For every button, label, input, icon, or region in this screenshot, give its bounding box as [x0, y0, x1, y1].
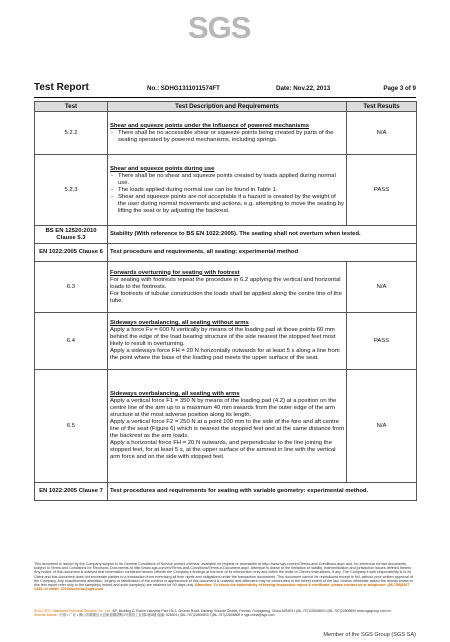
column-header-results: Test Results	[347, 102, 417, 112]
subsection-title: Shear and squeeze points under the influence of powered mechanisms	[110, 122, 310, 129]
company-address	[34, 609, 416, 618]
test-result: PASS	[347, 313, 417, 370]
report-title: Test Report	[34, 82, 89, 93]
table-row	[35, 155, 417, 226]
procedure-text: For seating with footrests repeat the procedure in 6.2 applying the vertical and horizontal loads to the footrests.	[110, 276, 341, 290]
column-header-test: Test	[35, 102, 108, 112]
requirement-list	[110, 173, 345, 215]
test-clause: EN 1022:2005 Clause 6	[35, 244, 108, 262]
test-clause: EN 1022:2005 Clause 7	[35, 483, 108, 501]
test-clause: 5.2.2	[35, 112, 108, 155]
table-row	[35, 313, 417, 370]
disclaimer-footer	[34, 562, 416, 591]
report-header	[34, 82, 416, 96]
table-header-row	[35, 102, 417, 112]
test-result: N/A	[347, 112, 417, 155]
requirement-item: - There shall be no shear and squeeze points created by loads applied during normal use.	[110, 173, 345, 187]
address-line: 中国 • 广东 • 佛山市顺德区大良街道顺德路1号瑞信工业园D座8楼 邮编: 528303 t (86–757)22806800 f (86–757)22806809 e sgs.china@sgs.com	[59, 613, 275, 618]
table-row	[35, 370, 417, 483]
procedure-text: Apply a force Fv = 600 N vertically by means of the loading pad at those points 60 mm behind the edge of the load bearing structure of the side nearest the stopped feet most likely to result in overturning.	[110, 327, 336, 347]
report-number: No.: SDHG1311011574FT	[147, 85, 220, 92]
branch-name: Shunde Branch	[34, 613, 58, 618]
test-clause: 6.5	[35, 370, 108, 483]
procedure-text: Apply a vertical force F2 = 250 N at a point 100 mm to the side of the fore and aft centre line of the seat (Figure 6) which is nearest the stopped feet and at the same distance from the backrest as the arm loads.	[110, 419, 345, 439]
subsection-title: Sideways overbalancing, all seating without arms	[110, 320, 249, 326]
table-row	[35, 483, 417, 501]
authenticity-notice: Attention: To check the authenticity of testing /inspection report & certificate, please contact us at telephone: (86-755)8307 1443, or email: CN.Doccheck@sgs.com	[34, 583, 410, 592]
header-rule	[34, 97, 416, 98]
test-clause: 6.3	[35, 262, 108, 313]
test-clause: BS EN 12520:2010 Clause 5.3	[35, 226, 108, 244]
test-result: N/A	[347, 370, 417, 483]
procedure-text: For footrests of tubular construction the loads shall be applied along the centre line of the tube.	[110, 290, 342, 304]
requirement-item: - The loads applied during normal use can be found in Table 1.	[110, 187, 345, 194]
table-row	[35, 262, 417, 313]
table-row	[35, 112, 417, 155]
test-table	[34, 101, 417, 501]
procedure-text: Apply a sideways force FH = 20 N horizontally outwards for at least 5 s along a line from the point where the base of the loading pad meets the upper surface of the seat.	[110, 348, 340, 361]
company-name: SGS-CSTC Standards Technical Services Co., Ltd.	[34, 609, 111, 613]
section-description: Test procedure and requirements, all seating: experimental method	[108, 244, 417, 262]
subsection-title: Forwards overturning for seating with footrest	[110, 269, 240, 276]
requirement-list	[110, 130, 345, 144]
table-row	[35, 226, 417, 244]
page-number: Page 3 of 9	[383, 85, 416, 92]
test-description	[108, 370, 347, 483]
test-description	[108, 262, 347, 313]
address-line: 8/F, Building D, Ruixin Industrial Park No.1, Shunde Road, Daliang, Shunde District, Foshan, Guangdong, China 528303 t (86–757)22806800 f (86–757)22806809 www.sgsgroup.com.cn	[112, 609, 391, 613]
subsection-title: Shear and squeeze points during use	[110, 165, 215, 172]
table-row	[35, 244, 417, 262]
report-date: Date: Nov.22, 2013	[276, 85, 331, 92]
member-note: Member of the SGS Group (SGS SA)	[323, 632, 416, 638]
test-clause: 6.4	[35, 313, 108, 370]
column-header-description: Test Description and Requirements	[108, 102, 347, 112]
requirement-item: - Shear and squeeze points are not acceptable if a hazard is created by the weight of the user during normal movements and actions, e.g. attempting to move the seating by lifting the seat or by adjusting the backrest.	[110, 194, 345, 215]
test-description	[108, 313, 347, 370]
sgs-logo	[186, 9, 264, 43]
procedure-text: Apply a horizontal force FH = 20 N outwards, and perpendicular to the line joining the stopped feet, for at least 5 s, at the upper surface of the armrest in line with the vertical arm force and on the side with stopped feet.	[110, 440, 336, 460]
section-description: Test procedures and requirements for seating with variable geometry: experimental method.	[108, 483, 417, 501]
test-result: PASS	[347, 155, 417, 226]
test-result: N/A	[347, 262, 417, 313]
procedure-text: Apply a vertical force F1 = 350 N by means of the loading pad (4.2) at a position on the centre line of the arm up to a maximum 40 mm inwards from the outer edge of the arm structure at the most adverse position along its length.	[110, 398, 337, 418]
subsection-title: Sideways overbalancing, all seating with arms	[110, 391, 240, 397]
test-clause: 5.2.3	[35, 155, 108, 226]
svg-text:SGS: SGS	[188, 10, 251, 43]
test-description	[108, 112, 347, 155]
test-description	[108, 155, 347, 226]
requirement-item: - There shall be no accessible shear or squeeze points being created by parts of the seating operated by powered mechanisms, including springs.	[110, 130, 345, 144]
section-description: Stability (With reference to BS EN 1022:2005). The seating shall not overturn when tested.	[108, 226, 417, 244]
disclaimer-text: This document is issued by the Company subject to its General Conditions of Service printed overleaf, available on request or accessible at http://www.sgs.com/en/Terms-and-Conditions.aspx and, for electronic format documents, subject to Terms and Conditions for Electronic Documents at http://www.sgs.com/en/Terms-and-Conditions/Terms-e-Document.aspx. Attention is drawn to the limitation of liability, indemnification and jurisdiction issues defined therein. Any holder of this document is advised that information contained hereon reflects the Company's findings at the time of its intervention only and within the limits of Client's instructions, if any. The Company's sole responsibility is to its Client and this document does not exonerate parties to a transaction from exercising all their rights and obligations under the transaction documents. This document cannot be reproduced except in full, without prior written approval of the Company. Any unauthorized alteration, forgery or falsification of the content or appearance of this document is unlawful and offenders may be prosecuted to the fullest extent of the law. Unless otherwise stated the results shown in this test report refer only to the sample(s) tested and such sample(s) are retained for 90 days only.	[34, 562, 414, 588]
